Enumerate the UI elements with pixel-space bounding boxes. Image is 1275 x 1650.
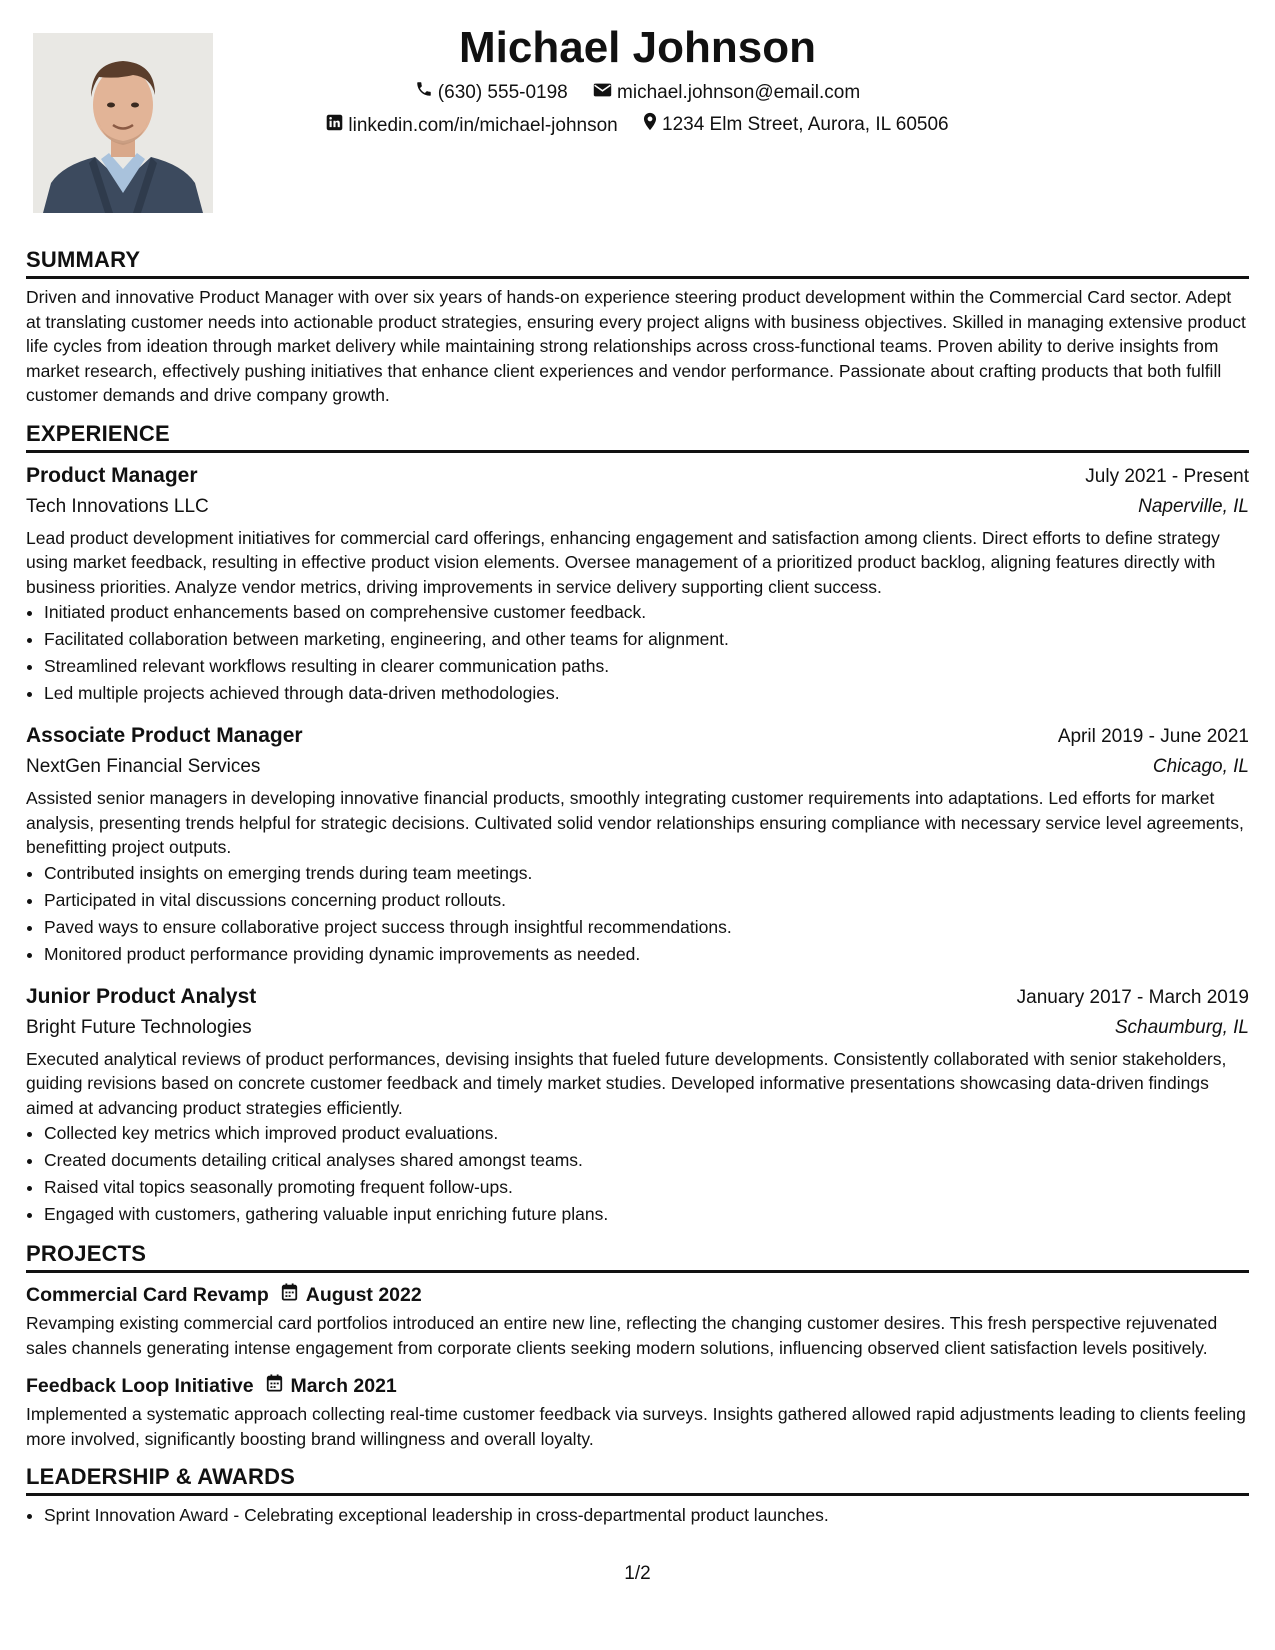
summary-section — [26, 246, 1249, 408]
candidate-name: Michael Johnson — [459, 23, 816, 72]
calendar-icon — [254, 1372, 291, 1400]
job-title: Product Manager — [26, 463, 198, 487]
list-item: • Monitored product performance providing dynamic improvements as needed. — [44, 941, 1249, 968]
project-date: March 2021 — [290, 1375, 397, 1397]
section-title-experience: EXPERIENCE — [26, 420, 1249, 453]
project-name: Commercial Card Revamp — [26, 1284, 269, 1306]
company-name: Bright Future Technologies — [26, 1016, 252, 1038]
list-item: • Collected key metrics which improved product evaluations. — [44, 1120, 1249, 1147]
list-item: • Initiated product enhancements based on comprehensive customer feedback. — [44, 599, 1249, 626]
phone-number: (630) 555-0198 — [437, 81, 568, 103]
job-dates: January 2017 - March 2019 — [1016, 986, 1249, 1008]
project-name: Feedback Loop Initiative — [26, 1375, 254, 1397]
phone-icon — [415, 80, 438, 105]
project-description: Implemented a systematic approach collecting real-time customer feedback via surveys. Insights gathered allowed rapid adjustments leading to clients feeling more involved, significantly boosting brand willingness and overall loyalty. — [26, 1404, 1246, 1449]
section-title-summary: SUMMARY — [26, 246, 1249, 279]
resume-body — [26, 246, 1249, 1541]
list-item: • Paved ways to ensure collaborative project success through insightful recommendations. — [44, 914, 1249, 941]
job-location: Naperville, IL — [1138, 495, 1249, 517]
project-description: Revamping existing commercial card portfolios introduced an entire new line, reflecting the changing customer desires. This fresh perspective rejuvenated sales channels generating intense engagement from corporate clients seeking modern solutions, influencing observed client satisfaction levels positively. — [26, 1313, 1218, 1358]
job-dates: April 2019 - June 2021 — [1057, 726, 1249, 747]
list-item: • Participated in vital discussions concerning product rollouts. — [44, 887, 1249, 914]
projects-section — [26, 1240, 1249, 1451]
contact-line-secondary — [0, 112, 1275, 138]
address-contact — [643, 112, 949, 138]
job-dates: July 2021 - Present — [1085, 465, 1249, 487]
street-address: 1234 Elm Street, Aurora, IL 60506 — [662, 114, 949, 135]
job-entry — [26, 982, 1249, 1229]
awards-section — [26, 1463, 1249, 1529]
job-description: Lead product development initiatives for commercial card offerings, enhancing engagement and satisfaction among clients. Direct efforts to define strategy using market feedback, resulting in effective product vision elements. Oversee management of a prioritized product backlog, aligning features directly with business priorities. Analyze vendor metrics, driving improvements in service delivery supporting client success. — [26, 527, 1220, 597]
job-location: Schaumburg, IL — [1114, 1016, 1249, 1038]
linkedin-icon — [326, 114, 348, 138]
job-title: Junior Product Analyst — [26, 984, 257, 1008]
job-bullets — [26, 599, 1249, 707]
job-entry — [26, 461, 1249, 708]
project-entry — [26, 1372, 1249, 1451]
list-item: • Contributed insights on emerging trends during team meetings. — [44, 860, 1249, 887]
company-name: NextGen Financial Services — [26, 756, 261, 777]
job-description: Assisted senior managers in developing innovative financial products, smoothly integrating customer requirements into adaptations. Led efforts for market analysis, presenting trends helpful for strategic decisions. Cultivated solid vendor relationships ensuring compliance with necessary service level agreements, benefitting project outputs. — [26, 788, 1244, 857]
contact-line-primary — [0, 80, 1275, 105]
map-pin-icon — [643, 112, 662, 138]
section-title-projects: PROJECTS — [26, 1240, 1249, 1273]
job-description: Executed analytical reviews of product performances, devising insights that fueled future developments. Consistently collaborated with senior stakeholders, guiding revisions based on concrete customer feedback and timely market studies. Developed informative presentations showcasing data-driven findings aimed at advancing product strategies efficiently. — [26, 1048, 1227, 1118]
list-item: • Engaged with customers, gathering valuable input enriching future plans. — [44, 1201, 1249, 1228]
list-item: • Raised vital topics seasonally promoting frequent follow-ups. — [44, 1174, 1249, 1201]
awards-list — [26, 1502, 1249, 1529]
list-item: • Facilitated collaboration between marketing, engineering, and other teams for alignment. — [44, 626, 1249, 653]
list-item: • Led multiple projects achieved through data-driven methodologies. — [44, 680, 1249, 707]
section-title-awards: LEADERSHIP & AWARDS — [26, 1463, 1249, 1496]
page-number: 1/2 — [624, 1563, 651, 1584]
email-contact[interactable] — [593, 81, 860, 105]
list-item: • Sprint Innovation Award - Celebrating exceptional leadership in cross-departmental product launches. — [44, 1502, 1249, 1529]
job-bullets — [26, 860, 1249, 968]
list-item: • Created documents detailing critical analyses shared amongst teams. — [44, 1147, 1249, 1174]
job-entry — [26, 721, 1249, 968]
job-location: Chicago, IL — [1152, 756, 1249, 777]
linkedin-contact[interactable] — [326, 114, 617, 138]
job-bullets — [26, 1120, 1249, 1228]
summary-text: Driven and innovative Product Manager with over six years of hands-on experience steering product development within the Commercial Card sector. Adept at translating customer needs into actionable product strategies, ensuring every project aligns with business objectives. Skilled in managing extensive product life cycles from ideation through market delivery while maintaining strong relationships across cross-functional teams. Proven ability to derive insights from market research, effectively pushing initiatives that enhance client experiences and vendor performance. Passionate about crafting products that both fulfill customer demands and drive company growth. — [26, 287, 1246, 405]
resume-header — [0, 0, 1275, 220]
project-date: August 2022 — [305, 1284, 422, 1306]
calendar-icon — [269, 1281, 306, 1309]
email-address[interactable]: michael.johnson@email.com — [617, 82, 861, 103]
job-title: Associate Product Manager — [26, 724, 303, 747]
linkedin-url[interactable]: linkedin.com/in/michael-johnson — [348, 115, 618, 136]
envelope-icon — [593, 81, 617, 105]
experience-section — [26, 420, 1249, 1229]
phone-contact — [415, 80, 568, 105]
project-entry — [26, 1281, 1249, 1360]
list-item: • Streamlined relevant workflows resulting in clearer communication paths. — [44, 653, 1249, 680]
company-name: Tech Innovations LLC — [26, 495, 209, 517]
